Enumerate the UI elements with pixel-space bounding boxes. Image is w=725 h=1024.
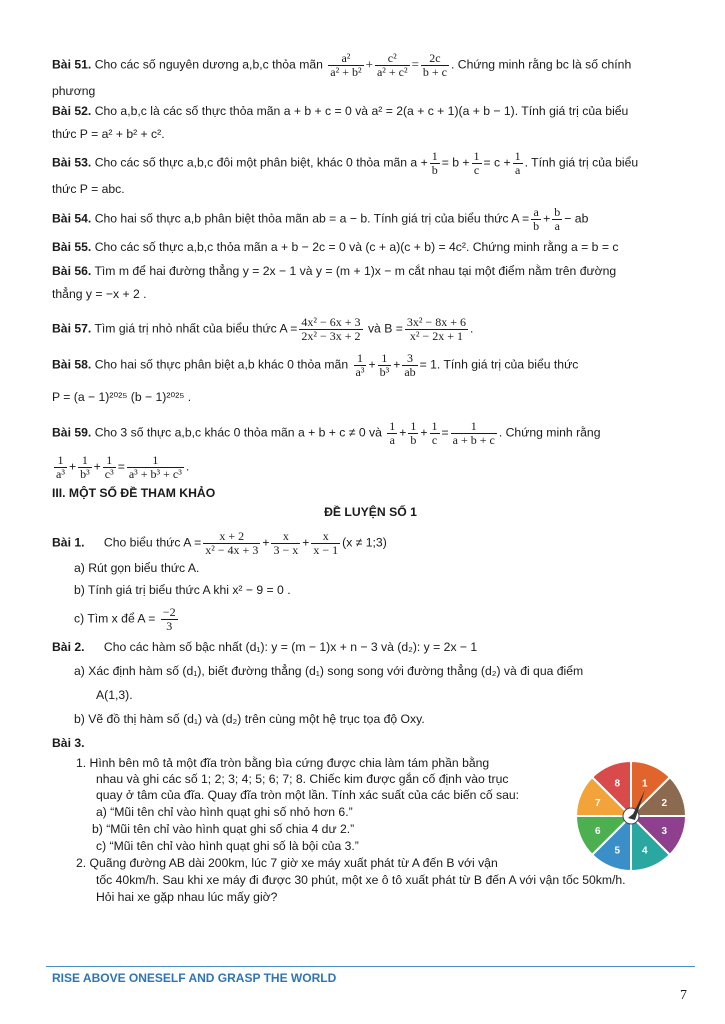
bai54-tail: − ab: [564, 211, 589, 226]
denominator: ab: [404, 365, 416, 379]
bai57-text: Tìm giá trị nhỏ nhất của biểu thức A =: [94, 321, 298, 336]
de1-bai1-b: b) Tính giá trị biểu thức A khi x² − 9 = 0 .: [74, 583, 291, 597]
wheel-sector-label: 4: [641, 845, 648, 857]
fraction: [513, 150, 523, 177]
fraction: [203, 530, 260, 557]
denominator: a + b + c: [452, 433, 495, 447]
numerator: 1: [389, 419, 396, 433]
bai3-q3: Hỏi hai xe gặp nhau lúc mấy giờ?: [96, 890, 278, 904]
fraction: [299, 316, 362, 343]
bai3-q1: 2. Quãng đường AB dài 200km, lúc 7 giờ xe máy xuất phát từ A đến B với vận: [76, 856, 498, 870]
denominator: b³: [80, 467, 90, 481]
numerator: 2c: [421, 52, 449, 66]
fraction: [375, 52, 410, 79]
bai56-text: Tìm m để hai đường thẳng y = 2x − 1 và y = (m + 1)x − m cắt nhau tại một điểm nằm trên đường: [94, 264, 617, 278]
bai58-label: Bài 58.: [52, 357, 92, 372]
bai57-tail: .: [469, 321, 474, 336]
fraction: [354, 352, 367, 379]
denominator: a³ + b³ + c³: [128, 467, 182, 481]
bai54-line: [52, 206, 689, 233]
numerator: 1: [514, 149, 521, 163]
bai56-line: [52, 264, 689, 278]
numerator: b: [554, 205, 561, 219]
denominator: c: [431, 433, 438, 447]
fraction: [271, 530, 300, 557]
bai54-label: Bài 54.: [52, 211, 92, 226]
numerator: −2: [162, 605, 176, 619]
fraction: [430, 420, 440, 447]
numerator: 1: [410, 419, 417, 433]
bai3-q2: tốc 40km/h. Sau khi xe máy đi được 30 phút, một xe ô tô xuất phát từ B đến A với vận tốc 50km/h.: [96, 873, 626, 887]
denominator: 2x² − 3x + 2: [301, 329, 361, 343]
bai51-line-2: phương: [52, 84, 96, 98]
bai55-line: [52, 240, 689, 254]
denominator: x² − 4x + 3: [205, 543, 259, 557]
denominator: a: [389, 433, 395, 447]
denominator: a² + c²: [376, 65, 408, 79]
fraction: [328, 52, 363, 79]
bai3-pb: b) “Mũi tên chỉ vào hình quạt ghi số chia 4 dư 2.”: [92, 822, 355, 836]
bai3-p2: nhau và ghi các số 1; 2; 3; 4; 5; 6; 7; 8. Chiếc kim được gắn cố định vào trục: [96, 772, 509, 786]
de1-bai2-label: Bài 2.: [52, 640, 85, 654]
fraction: [402, 352, 417, 379]
denominator: a: [554, 219, 560, 233]
wheel-sector-label: 6: [594, 825, 601, 837]
fraction: [378, 352, 392, 379]
de1-bai1-c-text: c) Tìm x để A =: [74, 611, 156, 626]
bai59-line-2: $\frac{1}{\text{a³}}$ + $\frac{1}{\text{b³}}$ + $\frac{1}{\text{c³}}$ = $\frac{1}{\text{a³ + b³ + c³}}$ .: [56, 453, 190, 481]
fraction: [387, 420, 397, 447]
numerator: 1: [473, 149, 480, 163]
bai53-line-2: thức P = abc.: [52, 182, 125, 196]
bai53-mid: = c +: [483, 155, 511, 170]
bai56-label: Bài 56.: [52, 264, 92, 278]
numerator: 3: [402, 352, 417, 366]
de1-bai3-label: Bài 3.: [52, 736, 85, 750]
bai53-text-2: . Tính giá trị của biểu: [524, 155, 639, 170]
bai51-line: [52, 52, 689, 79]
denominator: a² + b²: [330, 65, 362, 79]
bai59-text: Cho 3 số thực a,b,c khác 0 thỏa mãn a + b + c ≠ 0 và: [94, 425, 382, 440]
fraction: [408, 420, 418, 447]
bai52-label: Bài 52.: [52, 104, 92, 118]
bai51-text: Cho các số nguyên dương a,b,c thỏa mãn: [94, 57, 323, 72]
numerator: 1: [54, 454, 67, 468]
numerator: 1: [378, 352, 392, 366]
bai3-p3: quay ở tâm của đĩa. Quay đĩa tròn một lần. Tính xác suất của các biến cố sau:: [96, 788, 520, 802]
operator: =: [441, 425, 449, 440]
fraction: [421, 52, 449, 79]
wheel-sector-label: 3: [661, 825, 668, 837]
de1-bai1-c: [74, 606, 689, 633]
denominator: a: [514, 163, 521, 177]
bai58-line: Bài 58. Cho hai số thực phân biệt a,b khác 0 thỏa mãn $\frac{1}{\text{a³}}$ + $\frac{1}{\text{b³}}$ + $\frac{3}{ab}$ = 1. Tính giá trị của biểu thức: [52, 351, 579, 379]
bai52-text: Cho a,b,c là các số thực thỏa mãn a + b + c = 0 và a² = 2(a + c + 1)(a + b − 1). Tính giá trị của biểu: [94, 104, 629, 118]
de1-bai2-a: a) Xác định hàm số (d₁), biết đường thẳng (d₁) song song với đường thẳng (d₂) và đi qua điểm: [74, 664, 584, 678]
fraction: [430, 150, 440, 177]
bai53-mid: = b +: [441, 155, 470, 170]
bai59-tail: .: [185, 459, 190, 474]
denominator: c: [473, 163, 480, 177]
bai3-pc: c) “Mũi tên chỉ vào hình quạt ghi số là bội của 3.”: [96, 839, 359, 853]
denominator: 3: [166, 619, 173, 633]
wheel-sector-label: 7: [594, 798, 601, 810]
denominator: 3 − x: [273, 543, 299, 557]
footer-slogan: RISE ABOVE ONESELF AND GRASP THE WORLD: [52, 971, 337, 985]
de1-bai1-a: a) Rút gọn biểu thức A.: [74, 561, 200, 575]
wheel-sector-label: 1: [641, 778, 648, 790]
bai53-line: [52, 150, 689, 177]
bai3-p1: 1. Hình bên mô tả một đĩa tròn bằng bìa cứng được chia làm tám phần bằng: [76, 756, 490, 770]
bai57-label: Bài 57.: [52, 321, 92, 336]
fraction: [127, 454, 184, 481]
operator: =: [411, 56, 419, 72]
section-title: III. MỘT SỐ ĐỀ THAM KHẢO: [52, 486, 216, 500]
fraction: [161, 606, 178, 633]
page-number: 7: [680, 988, 687, 1003]
numerator: 3x² − 8x + 6: [406, 315, 466, 329]
denominator: a³: [56, 467, 65, 481]
denominator: b + c: [422, 65, 447, 79]
fraction: [405, 316, 468, 343]
numerator: a²: [328, 52, 363, 66]
numerator: x: [311, 530, 340, 544]
bai58-text-2: = 1. Tính giá trị của biểu thức: [419, 357, 579, 372]
bai55-label: Bài 55.: [52, 240, 92, 254]
fraction: [78, 454, 92, 481]
section-subtitle: ĐỀ LUYỆN SỐ 1: [324, 505, 417, 519]
operator: +: [543, 211, 551, 226]
de1-bai2-text: Cho các hàm số bậc nhất (d₁): y = (m − 1)x + n − 3 và (d₂): y = 2x − 1: [103, 640, 478, 654]
denominator: c³: [104, 467, 114, 481]
numerator: 1: [78, 454, 92, 468]
numerator: 1: [127, 454, 184, 468]
de1-bai2-line: [52, 640, 689, 654]
bai53-text: Cho các số thực a,b,c đôi một phân biệt, khác 0 thỏa mãn a +: [94, 155, 428, 170]
denominator: b: [410, 433, 417, 447]
numerator: 1: [451, 420, 497, 434]
fraction: [451, 420, 497, 447]
bai58-text: Cho hai số thực phân biệt a,b khác 0 thỏa mãn: [94, 357, 349, 372]
denominator: x − 1: [313, 543, 339, 557]
fraction: [531, 206, 541, 233]
bai59-line: Bài 59. Cho 3 số thực a,b,c khác 0 thỏa mãn a + b + c ≠ 0 và $\frac{1}{a}$ + $\frac{1}{b}$ + $\frac{1}{c}$ = $\frac{1}{a + b + c}$ . Chứng minh rằng: [52, 419, 601, 447]
fraction: [311, 530, 340, 557]
wheel-sector-label: 2: [661, 798, 668, 810]
numerator: 1: [354, 352, 367, 366]
denominator: b³: [379, 365, 390, 379]
bai52-line-2: thức P = a² + b² + c².: [52, 127, 165, 141]
bai57-and: và B =: [367, 321, 403, 336]
bai55-text: Cho các số thực a,b,c thỏa mãn a + b − 2c = 0 và (c + a)(c + b) = 4c². Chứng minh rằng a = b = c: [94, 240, 619, 254]
bai56-line-2: thẳng y = −x + 2 .: [52, 287, 147, 301]
bai58-line-2: P = (a − 1)²⁰²⁵ (b − 1)²⁰²⁵ .: [52, 390, 192, 404]
numerator: 1: [431, 149, 438, 163]
fraction: [472, 150, 482, 177]
de1-bai1-text: Cho biểu thức A =: [103, 535, 202, 550]
bai59-label: Bài 59.: [52, 425, 92, 440]
numerator: c²: [375, 52, 410, 66]
numerator: a: [531, 206, 541, 220]
de1-bai2-b: b) Vẽ đồ thị hàm số (d₁) và (d₂) trên cùng một hệ trục tọa độ Oxy.: [74, 712, 425, 726]
de1-bai1-cond: (x ≠ 1;3): [342, 535, 387, 550]
bai52-line: [52, 104, 689, 118]
bai59-text-2: . Chứng minh rằng: [498, 425, 601, 440]
bai3-pa: a) “Mũi tên chỉ vào hình quạt ghi số nhỏ hơn 6.”: [96, 805, 353, 819]
de1-bai2-a-point: A(1,3).: [96, 688, 133, 702]
fraction: [54, 454, 67, 481]
fraction: [552, 206, 562, 233]
bai51-label: Bài 51.: [52, 57, 92, 72]
denominator: b: [431, 163, 438, 177]
numerator: x: [271, 530, 300, 544]
de1-bai1-label: Bài 1.: [52, 535, 85, 550]
wheel-sector-label: 8: [614, 778, 621, 790]
footer-divider: [46, 966, 695, 967]
bai54-text: Cho hai số thực a,b phân biệt thỏa mãn ab = a − b. Tính giá trị của biểu thức A =: [94, 211, 530, 226]
fraction: [103, 454, 116, 481]
bai51-text-2: . Chứng minh rằng bc là số chính: [451, 57, 632, 72]
numerator: 1: [431, 419, 438, 433]
denominator: a³: [355, 365, 365, 379]
numerator: x + 2: [203, 530, 260, 544]
numerator: 1: [103, 454, 116, 468]
spinner-wheel-figure: [573, 758, 689, 874]
bai53-label: Bài 53.: [52, 155, 92, 170]
operator: +: [365, 56, 373, 72]
denominator: b: [533, 219, 540, 233]
numerator: 4x² − 6x + 3: [301, 315, 361, 329]
bai57-line: [52, 316, 689, 343]
wheel-sector-label: 5: [614, 845, 621, 857]
de1-bai1-line: Bài 1. Cho biểu thức A = $\frac{x + 2}{\text{x² − 4x + 3}}$ + $\frac{x}{3 - x}$ + $\frac{x}{x - 1}$ (x ≠ 1;3): [52, 529, 387, 557]
denominator: x² − 2x + 1: [409, 329, 463, 343]
